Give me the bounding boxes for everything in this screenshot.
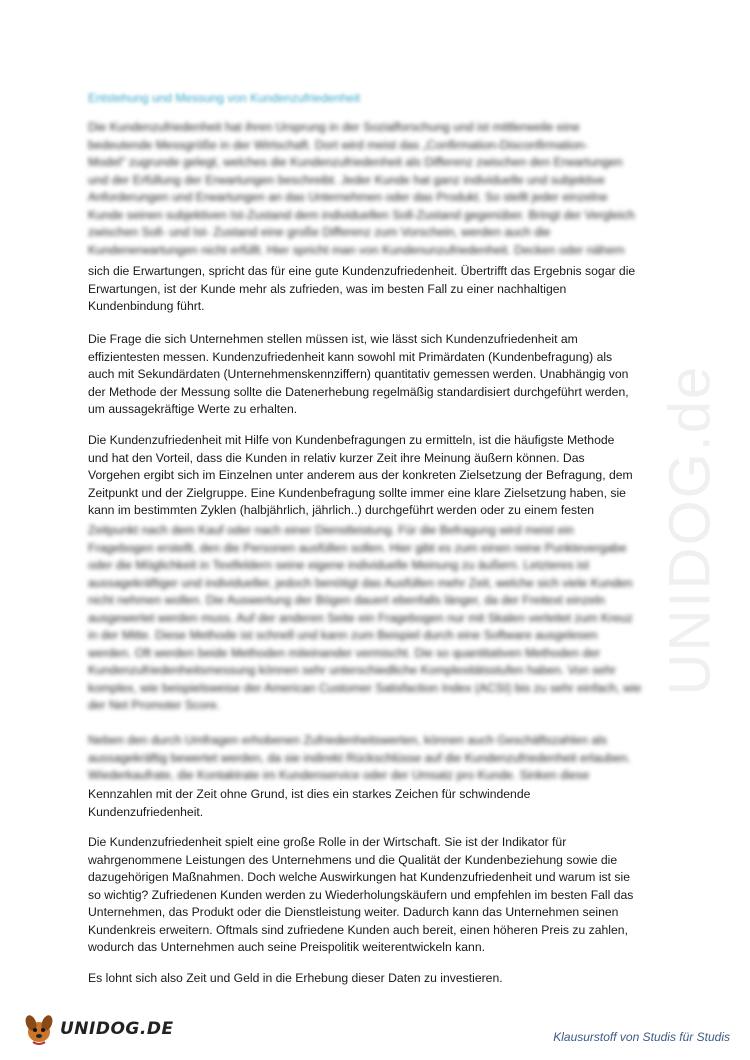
text-line: Kunde seinen subjektiven Ist-Zustand dem individuellen Soll-Zustand gegenüber. Bringt der Vergleich [88,207,635,222]
logo-text: UNIDOG.DE [60,1019,174,1039]
text-line: Kundenzufriedenheit. [88,804,204,819]
text-line: werden. Oft werden beide Methoden miteinander vermischt. Die so quantitativen Methoden der [88,645,601,660]
dog-icon [22,1012,56,1046]
paragraph-2 [88,331,678,419]
text-line: Anforderungen und Erwartungen an das Unternehmen oder das Produkt. So stellt jeder einzelne [88,190,608,204]
text-line: in der Mitte. Diese Methode ist schnell und kann zum Beispiel durch eine Software ausgelesen [88,628,598,642]
text-line: sich die Erwartungen, spricht das für eine gute Kundenzufriedenheit. Übertrifft das Ergebnis sogar die [88,264,636,278]
text-line: Wiederkaufrate, die Kontaktrate im Kundenservice oder der Umsatz pro Kunde. Sinken diese [88,768,590,782]
text-line: so wichtig? Zufriedenen Kunden werden zu Wiederholungskäufern und empfehlen im besten Fall das [88,887,634,902]
text-line: Die Frage die sich Unternehmen stellen müssen ist, wie lässt sich Kundenzufriedenheit am [88,332,578,346]
paragraph-1 [88,263,678,316]
text-line: und der Erfüllung der Erwartungen beschreibt. Jeder Kunde hat ganz individuelle und subjektive [88,172,605,187]
text-line: aussagekräftig bewertet werden, da sie indirekt Rückschlüsse auf die Kundenzufriedenheit erlauben. [88,750,631,765]
text-line: Zeitpunkt und der Zielgruppe. Eine Kundenbefragung sollte immer eine klare Zielsetzung haben, sie [88,485,626,500]
text-line: Vorgehen ergibt sich im Einzelnen unter anderem aus der konkreten Zielsetzung der Befragung, dem [88,468,633,482]
text-line: Model" zugrunde gelegt, welches die Kundenzufriedenheit als Differenz zwischen den Erwartungen [88,155,623,169]
text-line: um aussagekräftige Werte zu erhalten. [88,402,298,416]
text-line: Die Kundenzufriedenheit spielt eine große Rolle in der Wirtschaft. Sie ist der Indikator für [88,835,567,849]
blurred-paragraph-3 [88,732,678,785]
text-line: und hat den Vorteil, dass die Kunden in relativ kurzer Zeit ihre Meinung äußern können. Das [88,450,585,465]
text-line: bedeutende Messgröße in der Wirtschaft. Dort wird meist das „Confirmation-Disconfirmation- [88,137,588,152]
text-line: Neben den durch Umfragen erhobenen Zufriedenheitswerten, können auch Geschäftszahlen als [88,733,607,747]
footer-slogan: Klausurstoff von Studis für Studis [553,1030,730,1044]
text-line: Unternehmen, das Produkt oder die Dienstleistung weiter. Dadurch kann das Unternehmen seinen [88,905,619,919]
text-line: kann im bestimmten Zyklen (halbjährlich, jährlich..) durchgeführt werden oder zu einem festen [88,503,595,517]
text-line: wahrgenommene Leistungen des Unternehmens und die Qualität der Kundenbeziehung sowie die [88,852,618,867]
paragraph-3 [88,432,678,520]
text-line: aussagekräftiger und individueller, jedoch benötigt das Ausfüllen mehr Zeit, welche sich viele Kunden [88,575,633,590]
text-line: Kundenkreis erweitern. Oftmals sind zufriedene Kunden auch bereit, einen höheren Preis zu zahlen, [88,922,628,937]
text-line: zwischen Soll- und Ist- Zustand eine große Differenz zum Vorschein, werden auch die [88,225,551,239]
paragraph-6 [88,970,678,988]
paragraph-4 [88,786,678,821]
text-line: Erwartungen, ist der Kunde mehr als zufrieden, was im besten Fall zu einer nachhaltigen [88,281,567,296]
text-line: der Methode der Messung sollte die Datenerhebung regelmäßig standardisiert durchgeführt werden, [88,384,629,399]
watermark-text: UNIDOG.de [657,364,723,696]
text-line: Kundenbindung führt. [88,299,205,313]
text-line: Fragebogen erstellt, den die Personen ausfüllen sollen. Hier gibt es zum einen reine Punktevergabe [88,540,627,555]
text-line: nicht nehmen wollen. Die Auswertung der Bögen dauert ebenfalls länger, da der Freitext einzeln [88,593,605,607]
blurred-paragraph-2 [88,522,678,715]
text-line: komplex, wie beispielsweise der American Customer Satisfaction Index (ACSI) bis zu sehr einfach, wie [88,680,642,695]
text-line: Die Kundenzufriedenheit hat ihren Ursprung in der Sozialforschung und ist mittlerweile eine [88,120,580,134]
text-line: Zeitpunkt nach dem Kauf oder nach einer Dienstleistung. Für die Befragung wird meist ein [88,523,574,537]
unidog-logo [22,1012,174,1046]
section-heading: Entstehung und Messung von Kundenzufriedenheit [88,91,361,105]
text-line: auch mit Sekundärdaten (Unternehmenskennziffern) quantitativ gemessen werden. Unabhängig von [88,367,629,381]
text-line: Kennzahlen mit der Zeit ohne Grund, ist dies ein starkes Zeichen für schwindende [88,787,531,801]
text-line: der Net Promoter Score. [88,698,221,712]
text-line: ausgewertet werden muss. Auf der anderen Seite ein Fragebogen nur mit Skalen verleitet zum Kreuz [88,610,633,625]
blurred-paragraph-1 [88,119,678,259]
text-line: Es lohnt sich also Zeit und Geld in die Erhebung dieser Daten zu investieren. [88,971,503,985]
text-line: effizientesten messen. Kundenzufriedenheit kann sowohl mit Primärdaten (Kundenbefragung) als [88,349,613,364]
text-line: oder die Möglichkeit in Textfeldern seine eigene individuelle Meinung zu äußern. Letzteres ist [88,558,590,572]
text-line: Kundenerwartungen nicht erfüllt. Hier spricht man von Kundenunzufriedenheit. Decken oder nähern [88,242,625,257]
text-line: wodurch das Unternehmen auch seine Preispolitik weiterentwickeln kann. [88,940,485,954]
text-line: Kundenzufriedenheitsmessung können sehr unterschiedliche Komplexitätsstufen haben. Von sehr [88,663,616,677]
text-line: Die Kundenzufriedenheit mit Hilfe von Kundenbefragungen zu ermitteln, ist die häufigste Methode [88,433,615,447]
paragraph-5 [88,834,678,957]
text-line: dazugehörigen Maßnahmen. Doch welche Auswirkungen hat Kundenzufriedenheit und warum ist sie [88,870,630,884]
